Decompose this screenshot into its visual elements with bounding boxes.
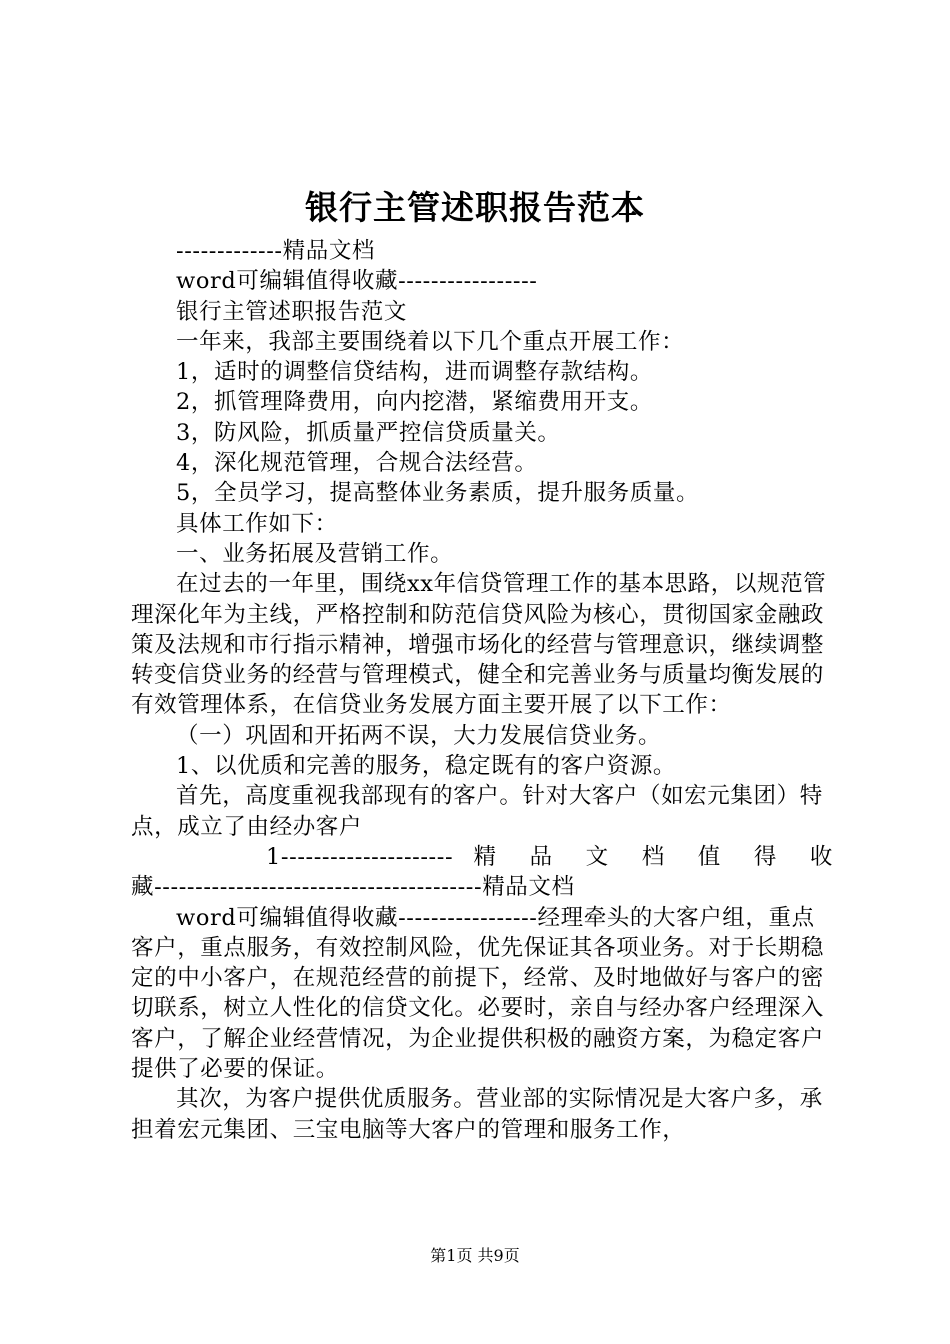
paragraph-page-marker-tail: 藏----------------------------------------精品文档 [131, 874, 575, 901]
paragraph-item-3: 3，防风险，抓质量严控信贷质量关。 [176, 419, 561, 446]
paragraph-point-1: 1、以优质和完善的服务，稳定既有的客户资源。 [176, 753, 677, 780]
paragraph-overview: 在过去的一年里，围绕xx年信贷管理工作的基本思路，以规范管理深化年为主线，严格控制和防范信贷风险为核心，贯彻国家金融政策及法规和市行指示精神，增强市场化的经营与管理意识，继续调整转变信贷业务的经营与管理模式，健全和完善业务与质量均衡发展的有效管理体系，在信贷业务发展方面主要开展了以下工作： [131, 571, 827, 719]
document-title: 银行主管述职报告范本 [305, 188, 645, 227]
page-number-footer: 第1页 共9页 [430, 1246, 520, 1265]
paragraph-item-1: 1，适时的调整信贷结构，进而调整存款结构。 [176, 359, 653, 386]
paragraph-item-2: 2，抓管理降费用，向内挖潜，紧缩费用开支。 [176, 389, 653, 416]
section-heading-1: 一、业务拓展及营销工作。 [176, 540, 454, 567]
paragraph-continued: word可编辑值得收藏-----------------经理牵头的大客户组，重点客户，重点服务，有效控制风险，优先保证其各项业务。对于长期稳定的中小客户，在规范经营的前提下，经常、及时地做好与客户的密切联系，树立人性化的信贷文化。必要时，亲自与经办客户经理深入客户，了解企业经营情况，为企业提供积极的融资方案，为稳定客户提供了必要的保证。 [131, 904, 825, 1083]
paragraph-header-marker: -------------精品文档 [176, 238, 376, 264]
paragraph-page-marker-line: 1--------------------- 精 品 文 档 值 得 收 [266, 843, 833, 870]
subsection-heading-1: （一）巩固和开拓两不误，大力发展信贷业务。 [176, 722, 662, 749]
paragraph-details-heading: 具体工作如下： [176, 510, 338, 537]
paragraph-subtitle: 银行主管述职报告范文 [176, 298, 408, 325]
paragraph-intro: 一年来，我部主要围绕着以下几个重点开展工作： [176, 328, 685, 355]
paragraph-item-5: 5，全员学习，提高整体业务素质，提升服务质量。 [176, 480, 700, 507]
paragraph-second: 其次，为客户提供优质服务。营业部的实际情况是大客户多，承担着宏元集团、三宝电脑等大客户的管理和服务工作， [131, 1086, 823, 1143]
paragraph-header-editable: word可编辑值得收藏----------------- [176, 268, 538, 295]
document-body [131, 236, 833, 1145]
paragraph-item-4: 4，深化规范管理，合规合法经营。 [176, 450, 538, 477]
paragraph-first: 首先，高度重视我部现有的客户。针对大客户（如宏元集团）特点，成立了由经办客户 [131, 783, 823, 840]
